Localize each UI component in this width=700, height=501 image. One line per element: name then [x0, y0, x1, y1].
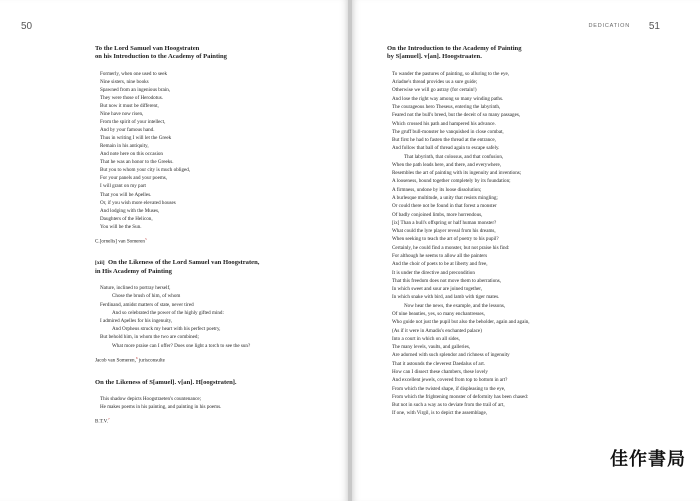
- poem2-heading-line2: in His Academy of Painting: [95, 267, 172, 275]
- poem-line: From which the twisted shape, if displeasing to the eye,: [392, 385, 506, 392]
- footnote-mark: 6: [135, 355, 138, 360]
- poem3-heading-text: On the Likeness of S[amuel]. v[an]. H[oogstraten].: [95, 378, 237, 386]
- poem-line: [ix] Than a bull's offspring or half human monster?: [392, 219, 497, 226]
- poem-line: Formerly, when one used to seek: [100, 70, 168, 77]
- poem-line: Feared not the bull's breed, but the deceit of so many passages,: [392, 112, 521, 119]
- poem-line: But not in such a way as to deviate from the trail of art,: [392, 402, 505, 409]
- poem-line: From the spirit of your intellect,: [100, 119, 166, 126]
- poem1-signature-text: C.[ornelis] van Someren: [95, 238, 145, 245]
- poem-line: Nine have now risen,: [100, 111, 144, 118]
- poem-line: And lodging with the Muses,: [100, 207, 160, 214]
- poem-line: (As if it were in Amadis's enchanted palace): [392, 327, 482, 334]
- page-number-left: 50: [21, 21, 33, 32]
- poem-line: And note here on this occasion: [100, 151, 163, 158]
- poem4-heading: [387, 45, 667, 62]
- poem-line: A looseness, bound together completely by its foundation;: [392, 178, 511, 185]
- poem-line: Now hear the news, the example, and the lessons,: [404, 302, 506, 309]
- right-column: [387, 45, 667, 418]
- poem-line: And Orpheus struck my heart with his perfect poetry,: [112, 326, 221, 333]
- poem1-heading-line1: To the Lord Samuel van Hoogstraten: [95, 45, 200, 52]
- poem-line: Resembles the art of painting with its ingenuity and inventions;: [392, 170, 522, 177]
- poem-line: When the path leads here, and there, and everywhere,: [392, 161, 502, 168]
- poem-line: That this freedom does not move them to aberrations,: [392, 277, 502, 284]
- poem-line: And follow that ball of thread again to escape safely.: [392, 145, 500, 152]
- poem-line: That he was an honor to the Greeks.: [100, 159, 174, 166]
- poem-line: That it astounds the cleverest Daedalus of art.: [392, 360, 486, 367]
- poem-line: How can I dissect these chambers, these lovely: [392, 368, 488, 375]
- poem-line: Or could there not be found in that forest a monster: [392, 203, 497, 210]
- poem-line: Into a court in which on all sides,: [392, 335, 460, 342]
- poem-line: When seeking to teach the art of poetry to his pupil?: [392, 236, 499, 243]
- poem-line: Certainly, he could find a monster, but not praise his find:: [392, 244, 510, 251]
- poem-line: They were those of Herodotus.: [100, 94, 163, 101]
- poem4-heading-line1: On the Introduction to the Academy of Painting: [387, 45, 522, 52]
- poem1-body: [100, 70, 320, 231]
- poem-line: Who guide not just the pupil but also the beholder, again and again,: [392, 319, 530, 326]
- poem-line: That labyrinth, that colossus, and that confusion,: [404, 153, 504, 160]
- poem-line: If one, with Virgil, is to depict the assemblage,: [392, 410, 487, 417]
- poem-line: What more praise can I offer? Does one light a torch to see the sun?: [112, 342, 251, 349]
- poem2-signature-text: Jacob van Someren,: [95, 357, 136, 364]
- poem1-heading: [95, 45, 320, 62]
- poem-line: The gruff bull-monster he vanquished in close combat,: [392, 128, 504, 135]
- poem-line: Of badly conjoined limbs, more horrendous,: [392, 211, 483, 218]
- poem4-body: [392, 70, 667, 418]
- poem-line: For although he seems to allow all the painters: [392, 253, 488, 259]
- left-page: [0, 0, 348, 501]
- poem-line: That you will be Apelles.: [100, 191, 152, 198]
- poem3-heading: [95, 379, 320, 387]
- poem-line: And so celebrated the power of the highly gifted mind:: [112, 309, 224, 316]
- poem-line: The many levels, vaults, and galleries,: [392, 344, 471, 351]
- poem-line: For your panels and your poems,: [100, 175, 168, 182]
- poem-line: And excellent jewels, covered from top to bottom in art?: [392, 377, 508, 384]
- poem3-signature-text: B.T.V.: [95, 419, 108, 426]
- poem-line: And by your famous hand.: [100, 127, 155, 134]
- poem-line: But behold him, in whom the two are combined;: [100, 334, 199, 341]
- poem-line: To wander the pastures of painting, so alluring to the eye,: [392, 70, 510, 77]
- poem2-signature: [95, 354, 320, 365]
- poem-line: Which crossed his path and hampered his advance.: [392, 120, 496, 127]
- poem-line: But you to whom your city is much obliged,: [100, 167, 191, 174]
- poem-line: And the choir of poets to be at liberty and free,: [392, 261, 488, 268]
- poem3-signature: [95, 415, 320, 426]
- poem-line: Of nine beauties, yes, so many enchantresses,: [392, 310, 485, 317]
- poem-line: Thus in writing I will let the Greek: [100, 135, 172, 142]
- poem-line: A firmness, undone by its loose dissolution;: [392, 186, 482, 193]
- poem-line: You will be the Sun.: [100, 223, 142, 230]
- poem3-body: [100, 395, 320, 411]
- poem-line: I admired Apelles for his ingenuity,: [100, 318, 173, 325]
- poem-line: From which the frightening monster of deformity has been chased:: [392, 393, 529, 400]
- poem-line: Nine sisters, nine books: [100, 78, 149, 85]
- poem4-heading-line2: by S[amuel]. v[an]. Hoogstraaten.: [387, 53, 482, 61]
- poem2-heading: [95, 259, 320, 276]
- poem2-ref: [xii]: [95, 260, 105, 267]
- publisher-watermark: 佳作書局: [610, 449, 686, 470]
- poem-line: Remain in his antiquity,: [100, 143, 149, 150]
- poem-line: In which snake with bird, and lamb with tiger mates.: [392, 294, 500, 301]
- poem-line: But first he had to fasten the thread at the entrance,: [392, 137, 496, 144]
- poem-line: Chose the brush of him, of whom: [112, 293, 181, 300]
- footnote-mark: 5: [144, 236, 147, 241]
- poem-line: Daughters of the Helicon,: [100, 215, 153, 222]
- poem-line: And lose the right way among so many winding paths.: [392, 95, 504, 102]
- poem-line: In which sweet and sour are joined together,: [392, 286, 483, 293]
- poem-line: It is under the directive and precondition: [392, 269, 475, 276]
- poem-line: Ferdinand, amidst matters of state, never tired: [100, 301, 194, 308]
- poem2-heading-line1: On the Likeness of the Lord Samuel van Hoogstraten,: [107, 259, 260, 267]
- right-page: [352, 0, 700, 501]
- page-number-right: 51: [648, 21, 660, 32]
- poem1-signature: [95, 235, 320, 246]
- poem-line: Or, if you wish more elevated houses: [100, 199, 176, 206]
- poem-line: Are adorned with such splendor and richness of ingenuity: [392, 352, 510, 359]
- poem-line: The courageous hero Theseus, entering the labyrinth,: [392, 103, 501, 110]
- poem-line: Otherwise we will go astray (for certain!): [392, 87, 477, 94]
- left-column: [95, 45, 320, 426]
- poem-line: This shadow depicts Hoogstraeten's countenance;: [100, 395, 202, 402]
- poem-line: He makes poems in his painting, and painting in his poems.: [100, 404, 222, 411]
- running-head: DEDICATION: [588, 23, 630, 29]
- poem-line: I will grant on my part: [100, 183, 146, 190]
- poem2-signature-tail: jurisconsulte: [137, 357, 165, 364]
- poem-line: But now it must be different,: [100, 103, 159, 109]
- footnote-mark: 7: [107, 417, 110, 422]
- poem2-body: [100, 284, 320, 350]
- poem-line: A burlesque multitude, a unity that resists mingling;: [392, 195, 498, 202]
- poem-line: Spawned from an ingenious brain,: [100, 86, 171, 93]
- poem-line: Ariadne's thread provides us a sure guide;: [392, 79, 478, 86]
- poem-line: What could the lyre player reveal from his dreams,: [392, 228, 496, 235]
- poem1-heading-line2: on his Introduction to the Academy of Painting: [95, 53, 227, 61]
- poem-line: Nature, inclined to portray herself,: [100, 285, 171, 292]
